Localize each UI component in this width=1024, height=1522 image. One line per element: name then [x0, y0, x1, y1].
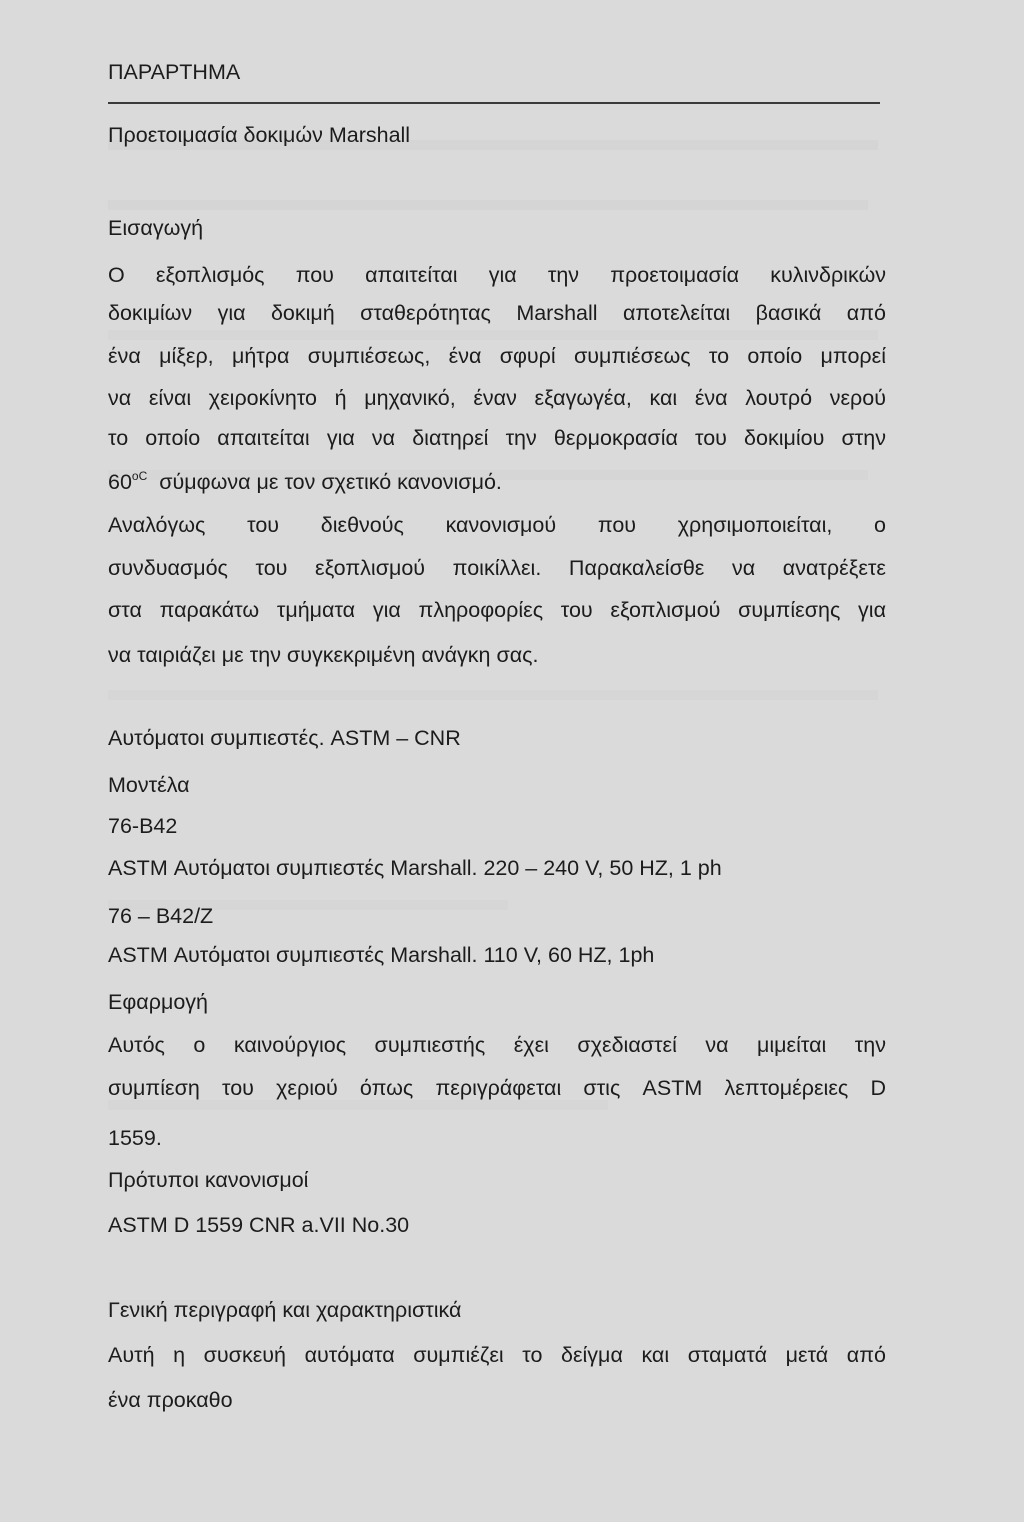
- standards-heading: Πρότυποι κανονισμοί: [108, 1168, 309, 1192]
- application-line-2: συμπίεση του χεριού όπως περιγράφεται στις ASTM λεπτομέρειες D: [108, 1076, 886, 1100]
- models-heading: Μοντέλα: [108, 773, 190, 797]
- application-line-3: 1559.: [108, 1126, 162, 1150]
- section-subtitle: Προετοιμασία δοκιμών Marshall: [108, 123, 411, 147]
- temperature-value: 60: [108, 470, 132, 494]
- intro-line-1: Ο εξοπλισμός που απαιτείται για την προετοιμασία κυλινδρικών: [108, 263, 886, 287]
- para2-line-3: στα παρακάτω τμήματα για πληροφορίες του εξοπλισμού συμπίεσης για: [108, 598, 886, 622]
- standards-value: ASTM D 1559 CNR a.VII No.30: [108, 1213, 410, 1237]
- title-divider: [108, 102, 880, 104]
- intro-line-5: το οποίο απαιτείται για να διατηρεί την θερμοκρασία του δοκιμίου στην: [108, 426, 886, 450]
- intro-line-2: δοκιμίων για δοκιμή σταθερότητας Marshall αποτελείται βασικά από: [108, 301, 886, 325]
- page-title: ΠΑΡΑΡΤΗΜΑ: [108, 60, 241, 84]
- compactors-heading: Αυτόματοι συμπιεστές. ASTM – CNR: [108, 726, 461, 750]
- model-1-description: ASTM Αυτόματοι συμπιεστές Marshall. 220 – 240 V, 50 HZ, 1 ph: [108, 856, 722, 880]
- model-2-description: ASTM Αυτόματοι συμπιεστές Marshall. 110 V, 60 HZ, 1ph: [108, 943, 655, 967]
- para2-line-2: συνδυασμός του εξοπλισμού ποικίλλει. Παρακαλείσθε να ανατρέξετε: [108, 556, 886, 580]
- general-line-2: ένα προκαθο: [108, 1388, 233, 1412]
- para2-line-4: να ταιριάζει με την συγκεκριμένη ανάγκη σας.: [108, 643, 539, 667]
- application-line-1: Αυτός ο καινούργιος συμπιεστής έχει σχεδιαστεί να μιμείται την: [108, 1033, 886, 1057]
- temperature-rest: σύμφωνα με τον σχετικό κανονισμό.: [159, 470, 502, 494]
- intro-line-4: να είναι χειροκίνητο ή μηχανικό, έναν εξαγωγέα, και ένα λουτρό νερού: [108, 386, 886, 410]
- temperature-unit: oC: [131, 469, 148, 483]
- general-line-1: Αυτή η συσκευή αυτόματα συμπιέζει το δείγμα και σταματά μετά από: [108, 1343, 886, 1367]
- application-heading: Εφαρμογή: [108, 990, 208, 1014]
- model-2-code: 76 – B42/Z: [108, 904, 214, 928]
- general-heading: Γενική περιγραφή και χαρακτηριστικά: [108, 1298, 462, 1322]
- intro-heading: Εισαγωγή: [108, 216, 204, 240]
- temperature-line: [108, 470, 502, 494]
- para2-line-1: Αναλόγως του διεθνούς κανονισμού που χρησιμοποιείται, ο: [108, 513, 886, 537]
- intro-line-3: ένα μίξερ, μήτρα συμπιέσεως, ένα σφυρί συμπιέσεως το οποίο μπορεί: [108, 344, 886, 368]
- model-1-code: 76-B42: [108, 814, 178, 838]
